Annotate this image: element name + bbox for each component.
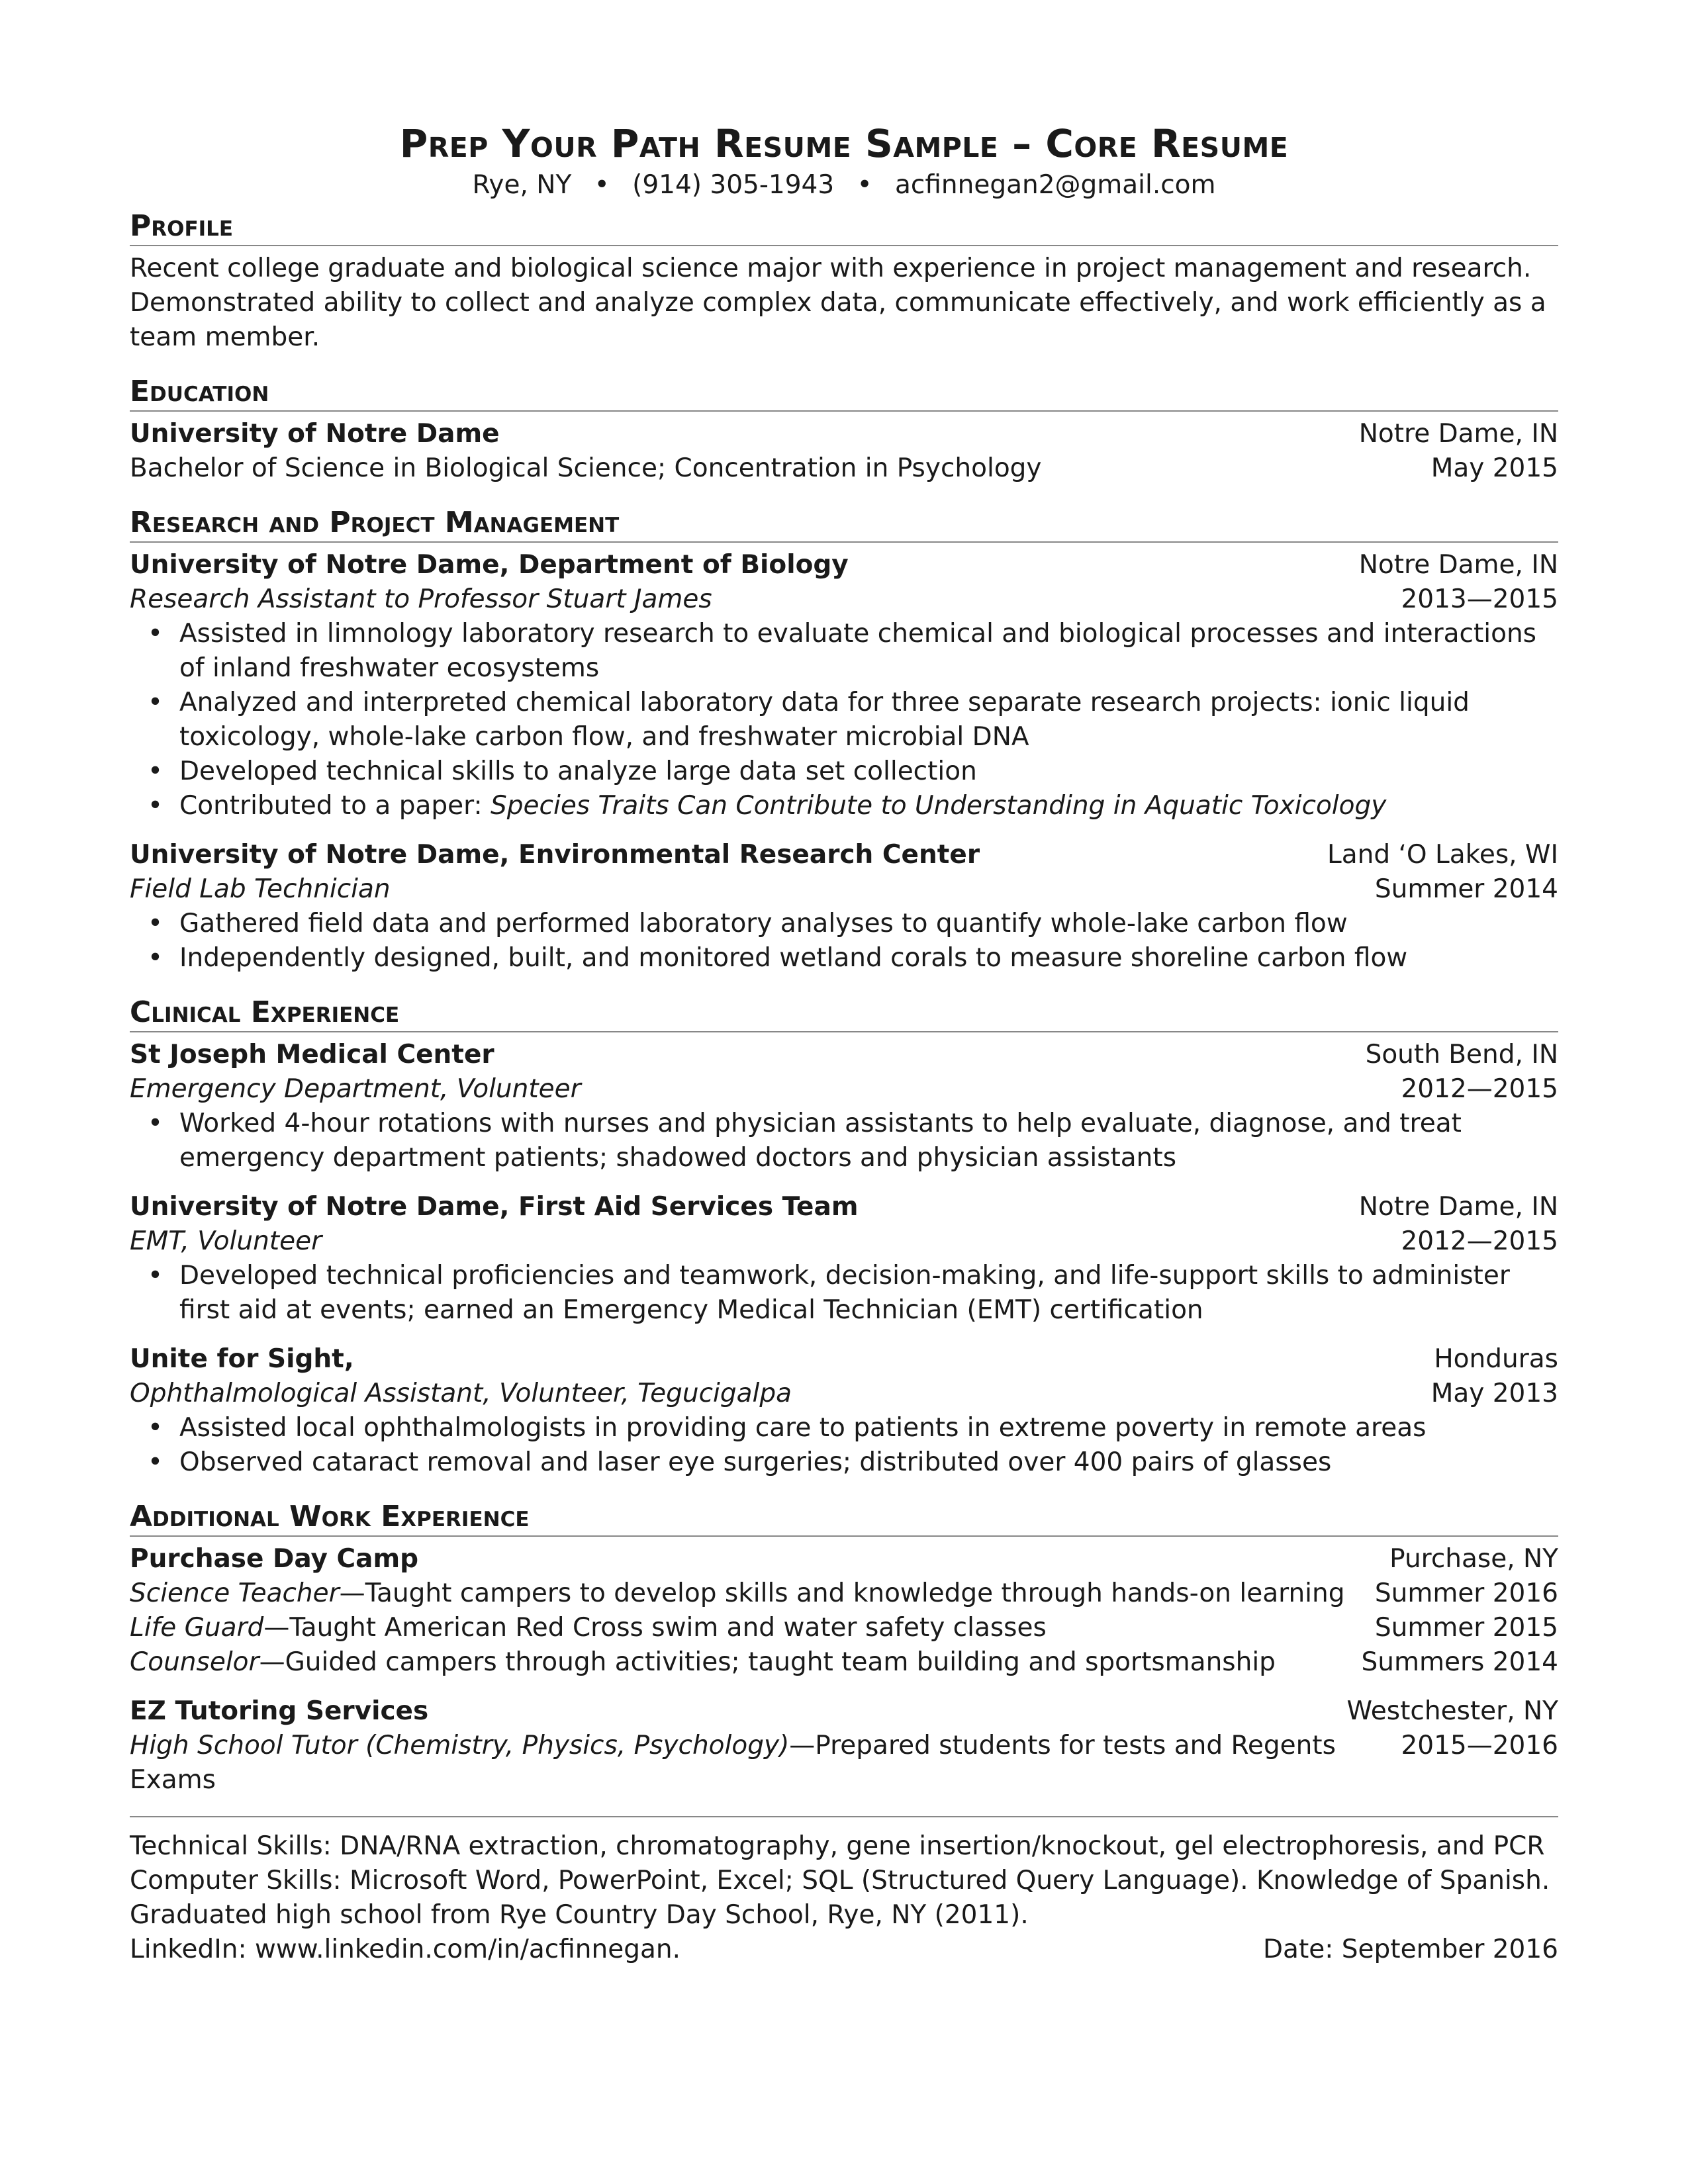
work-entry	[130, 1542, 1558, 1680]
clinical-entry	[130, 1038, 1558, 1175]
entry-degree: Bachelor of Science in Biological Science; Concentration in Psychology	[130, 453, 1042, 483]
entry-role: Emergency Department, Volunteer	[130, 1074, 581, 1104]
section-heading-clinical: Clinical Experience	[130, 995, 1558, 1032]
contact-line	[130, 168, 1558, 203]
entry-role: Research Assistant to Professor Stuart James	[130, 584, 712, 614]
bullet-item: • Analyzed and interpreted chemical laboratory data for three separate research projects: ionic liquid toxicology, whole-lake carbon flow, and freshwater microbial DNA	[179, 686, 1558, 754]
paper-prefix: Contributed to a paper:	[179, 791, 491, 821]
contact-separator: •	[594, 170, 610, 200]
work-role-row	[130, 1645, 1558, 1680]
contact-email[interactable]: acfinnegan2@gmail.com	[895, 170, 1216, 200]
entry-organization: University of Notre Dame, First Aid Services Team	[130, 1192, 859, 1222]
entry-organization: Unite for Sight,	[130, 1344, 354, 1374]
entry-date: 2012—2015	[1401, 1226, 1558, 1256]
high-school: Graduated high school from Rye Country Day School, Rye, NY (2011).	[130, 1900, 1029, 1930]
bullet-item: • Independently designed, built, and monitored wetland corals to measure shoreline carbon flow	[179, 941, 1558, 976]
section-heading-profile: Profile	[130, 209, 1558, 246]
entry-date: 2015—2016	[1401, 1731, 1558, 1760]
bullet-item: • Observed cataract removal and laser eye surgeries; distributed over 400 pairs of glasses	[179, 1445, 1558, 1480]
section-heading-education: Education	[130, 375, 1558, 412]
profile-text: Recent college graduate and biological science major with experience in project management and research. Demonstrated ability to collect and analyze complex data, communicate effectively, and work efficiently as a team member.	[130, 253, 1546, 352]
education-entry	[130, 417, 1558, 486]
entry-role: High School Tutor (Chemistry, Physics, Psychology)	[130, 1731, 790, 1760]
page-title: Prep Your Path Resume Sample – Core Resume	[399, 121, 1289, 166]
paper-title: Species Traits Can Contribute to Understanding in Aquatic Toxicology	[491, 791, 1387, 821]
linkedin-link[interactable]: LinkedIn: www.linkedin.com/in/acfinnegan.	[130, 1934, 681, 1964]
entry-location: Notre Dame, IN	[1358, 550, 1558, 580]
clinical-entry	[130, 1342, 1558, 1480]
section-heading-research: Research and Project Management	[130, 506, 1558, 543]
document-date: Date: September 2016	[1263, 1934, 1558, 1964]
work-entry	[130, 1694, 1558, 1797]
footer-last-row	[130, 1933, 1558, 1967]
bullet-list	[130, 617, 1558, 823]
entry-role: Science Teacher	[130, 1578, 340, 1608]
bullet-item: • Gathered field data and performed laboratory analyses to quantify whole-lake carbon flow	[179, 907, 1558, 941]
entry-role: Ophthalmological Assistant, Volunteer, Tegucigalpa	[130, 1379, 792, 1408]
entry-organization: University of Notre Dame, Environmental Research Center	[130, 840, 980, 870]
entry-location: Notre Dame, IN	[1358, 1192, 1558, 1222]
bullet-item	[179, 789, 1558, 823]
entry-role: Life Guard	[130, 1613, 264, 1643]
entry-organization: St Joseph Medical Center	[130, 1040, 494, 1069]
entry-date: 2012—2015	[1401, 1074, 1558, 1104]
bullet-list	[130, 907, 1558, 976]
contact-phone: (914) 305-1943	[632, 170, 835, 200]
footer-divider	[130, 1816, 1558, 1817]
computer-skills: Computer Skills: Microsoft Word, PowerPoint, Excel; SQL (Structured Query Language). Knowledge of Spanish.	[130, 1866, 1550, 1895]
bullet-item: • Developed technical proficiencies and teamwork, decision-making, and life-support skills to administer first aid at events; earned an Emergency Medical Technician (EMT) certification	[179, 1259, 1558, 1328]
bullet-list	[130, 1107, 1558, 1175]
entry-date: May 2015	[1430, 453, 1558, 483]
entry-location: Honduras	[1434, 1344, 1558, 1374]
contact-location: Rye, NY	[472, 170, 572, 200]
work-role-row	[130, 1729, 1558, 1797]
entry-organization: EZ Tutoring Services	[130, 1696, 429, 1726]
entry-location: Notre Dame, IN	[1358, 419, 1558, 449]
entry-location: Westchester, NY	[1346, 1696, 1558, 1726]
entry-date: 2013—2015	[1401, 584, 1558, 614]
entry-description: —Guided campers through activities; taught team building and sportsmanship	[259, 1647, 1276, 1677]
entry-date: Summer 2016	[1374, 1578, 1558, 1608]
entry-organization: University of Notre Dame	[130, 419, 500, 449]
technical-skills: Technical Skills: DNA/RNA extraction, chromatography, gene insertion/knockout, gel electrophoresis, and PCR	[130, 1831, 1545, 1861]
bullet-list	[130, 1259, 1558, 1328]
entry-organization: Purchase Day Camp	[130, 1544, 419, 1574]
entry-role: Counselor	[130, 1647, 259, 1677]
entry-organization: University of Notre Dame, Department of Biology	[130, 550, 849, 580]
entry-date: Summer 2015	[1374, 1613, 1558, 1643]
entry-description: —Prepared students for tests and Regents Exams	[130, 1731, 1336, 1795]
bullet-item: • Assisted local ophthalmologists in providing care to patients in extreme poverty in remote areas	[179, 1411, 1558, 1445]
section-heading-additional-work: Additional Work Experience	[130, 1500, 1558, 1537]
research-entry	[130, 838, 1558, 976]
entry-date: Summer 2014	[1374, 874, 1558, 904]
entry-date: Summers 2014	[1361, 1647, 1558, 1677]
entry-location: South Bend, IN	[1365, 1040, 1558, 1069]
contact-separator: •	[857, 170, 872, 200]
research-entry	[130, 548, 1558, 823]
work-role-row	[130, 1611, 1558, 1645]
work-role-row	[130, 1576, 1558, 1611]
bullet-item: • Assisted in limnology laboratory research to evaluate chemical and biological processes and interactions of inland freshwater ecosystems	[179, 617, 1558, 686]
entry-description: —Taught campers to develop skills and knowledge through hands-on learning	[339, 1578, 1345, 1608]
entry-description: —Taught American Red Cross swim and water safety classes	[263, 1613, 1047, 1643]
entry-location: Purchase, NY	[1389, 1544, 1558, 1574]
entry-role: Field Lab Technician	[130, 874, 391, 904]
entry-date: May 2013	[1430, 1379, 1558, 1408]
bullet-list	[130, 1411, 1558, 1480]
entry-role: EMT, Volunteer	[130, 1226, 322, 1256]
bullet-item: • Developed technical skills to analyze large data set collection	[179, 754, 1558, 789]
bullet-item: • Worked 4-hour rotations with nurses and physician assistants to help evaluate, diagnose, and treat emergency department patients; shadowed doctors and physician assistants	[179, 1107, 1558, 1175]
entry-location: Land ‘O Lakes, WI	[1327, 840, 1558, 870]
clinical-entry	[130, 1190, 1558, 1328]
